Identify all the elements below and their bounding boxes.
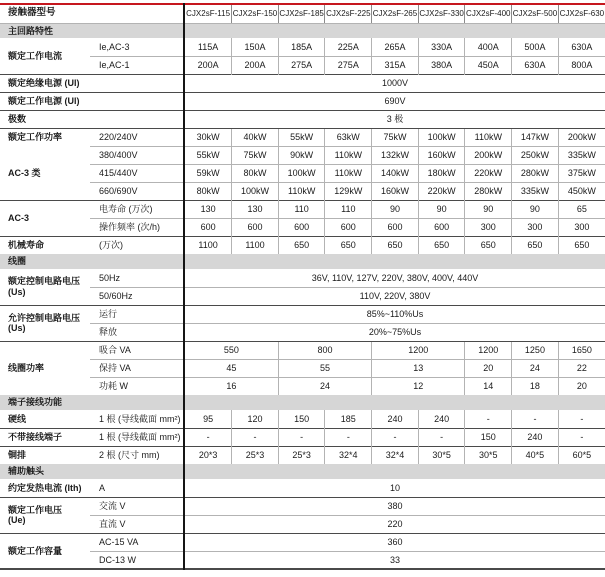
- sub-label: 吸合 VA: [90, 341, 185, 359]
- table-row: [0, 305, 605, 323]
- table-row: [0, 359, 605, 377]
- value-cell-span: 380: [185, 497, 605, 515]
- model-header: CJX2sF-400: [465, 4, 512, 23]
- value-cell: 90: [372, 200, 419, 218]
- value-cell: 55kW: [278, 128, 325, 146]
- value-cell: 90kW: [278, 146, 325, 164]
- value-cell: -: [558, 410, 605, 428]
- value-cell-span: 360: [185, 533, 605, 551]
- sub-label: 操作频率 (次/h): [90, 218, 185, 236]
- value-cell: 630A: [512, 56, 559, 74]
- table-row: [0, 236, 605, 254]
- value-cell: -: [512, 410, 559, 428]
- table-row: [0, 269, 605, 287]
- group-label: 铜排: [0, 446, 90, 464]
- value-cell: 335kW: [558, 146, 605, 164]
- value-cell: 280kW: [512, 164, 559, 182]
- value-cell: 240: [418, 410, 465, 428]
- spec-table: [0, 3, 605, 570]
- value-cell: 1650: [558, 341, 605, 359]
- value-cell: 650: [325, 236, 372, 254]
- group-label: 额定绝缘电源 (Ul): [0, 74, 185, 92]
- table-row: [0, 533, 605, 551]
- value-cell: 30*5: [418, 446, 465, 464]
- model-header: CJX2sF-115: [185, 4, 232, 23]
- value-cell: 600: [325, 218, 372, 236]
- section-header: 线圈: [0, 254, 605, 269]
- group-label-line: (Us): [8, 323, 26, 333]
- value-cell: 185: [325, 410, 372, 428]
- sub-label: 415/440V: [90, 164, 185, 182]
- value-cell: 24: [278, 377, 371, 395]
- value-cell: 100kW: [418, 128, 465, 146]
- value-cell: 650: [465, 236, 512, 254]
- sub-label: 660/690V: [90, 182, 185, 200]
- table-row: [0, 410, 605, 428]
- value-cell: 130: [185, 200, 232, 218]
- value-cell: 600: [418, 218, 465, 236]
- table-row: [0, 287, 605, 305]
- value-cell: 20: [465, 359, 512, 377]
- value-cell: 95: [203, 413, 214, 424]
- value-cell: 90: [465, 200, 512, 218]
- value-cell: 150: [465, 428, 512, 446]
- sub-label: 直流 V: [90, 515, 185, 533]
- group-label: 机械寿命: [0, 236, 90, 254]
- value-cell: 110kW: [278, 182, 325, 200]
- value-cell: 129kW: [325, 182, 372, 200]
- sub-label: 1 根 (导线截面 mm²): [99, 413, 181, 424]
- value-cell: 150A: [232, 38, 279, 56]
- value-cell: -: [558, 428, 605, 446]
- value-cell: 30kW: [185, 128, 232, 146]
- value-cell-span: 33: [185, 551, 605, 569]
- table-row: [0, 56, 605, 74]
- group-label: [0, 269, 90, 305]
- value-cell: 90: [418, 200, 465, 218]
- value-cell: 275A: [278, 56, 325, 74]
- value-cell-span: 110V, 220V, 380V: [185, 287, 605, 305]
- value-cell: -: [232, 428, 279, 446]
- value-cell: 650: [278, 236, 325, 254]
- table-row: [0, 341, 605, 359]
- value-cell: 550: [185, 341, 278, 359]
- value-cell: 22: [558, 359, 605, 377]
- sub-label: Ie,AC-1: [90, 56, 185, 74]
- table-row: [0, 182, 605, 200]
- table-body: [0, 23, 605, 569]
- value-cell: 12: [372, 377, 465, 395]
- value-cell: 800: [278, 341, 371, 359]
- table-row: [0, 92, 605, 110]
- table-row: [0, 551, 605, 569]
- sub-label: 保持 VA: [90, 359, 185, 377]
- value-cell: 80kW: [232, 164, 279, 182]
- value-cell: 132kW: [372, 146, 419, 164]
- table-row: [0, 74, 605, 92]
- group-label: [0, 497, 90, 533]
- table-row: [0, 164, 605, 182]
- value-cell: 600: [372, 218, 419, 236]
- value-cell-span: 220: [185, 515, 605, 533]
- value-cell: 110kW: [325, 146, 372, 164]
- value-cell: 200A: [185, 56, 232, 74]
- group-label: 线圈功率: [0, 341, 90, 395]
- sub-label: 运行: [90, 305, 185, 323]
- section-row: [0, 254, 605, 269]
- value-cell: 65: [558, 200, 605, 218]
- section-row: [0, 464, 605, 479]
- value-cell: 13: [372, 359, 465, 377]
- value-cell: 650: [512, 236, 559, 254]
- sub-label: Ie,AC-3: [99, 41, 130, 52]
- value-cell: 450A: [465, 56, 512, 74]
- value-cell: 315A: [372, 56, 419, 74]
- value-cell: 16: [185, 377, 278, 395]
- section-header: 端子接线功能: [0, 395, 605, 410]
- value-cell: 63kW: [325, 128, 372, 146]
- value-cell: 1200: [372, 341, 465, 359]
- value-cell: -: [465, 410, 512, 428]
- value-cell: 140kW: [372, 164, 419, 182]
- sub-label: 电寿命 (万次): [90, 200, 185, 218]
- table-row: [0, 146, 605, 164]
- value-cell: 110: [325, 200, 372, 218]
- table-row: [0, 497, 605, 515]
- value-cell: 265A: [372, 38, 419, 56]
- value-cell: 200A: [232, 56, 279, 74]
- section-header: 辅助触头: [0, 464, 605, 479]
- sub-label: 功耗 W: [90, 377, 185, 395]
- value-cell: 110: [278, 200, 325, 218]
- value-cell: 110kW: [325, 164, 372, 182]
- table-header: [0, 4, 605, 23]
- table-title-cell: 接触器型号: [0, 4, 185, 23]
- value-cell: 650: [558, 236, 605, 254]
- sub-label: 交流 V: [90, 497, 185, 515]
- group-label-line: AC-3 类: [8, 167, 41, 178]
- group-label: AC-3: [0, 200, 90, 236]
- group-label: 额定工作容量: [0, 533, 90, 569]
- value-cell: 160kW: [418, 146, 465, 164]
- value-cell: 90: [512, 200, 559, 218]
- value-cell: 115A: [197, 41, 219, 52]
- group-label-line: (Us): [8, 286, 26, 297]
- sub-label: AC-15 VA: [90, 533, 185, 551]
- value-cell: 375kW: [558, 164, 605, 182]
- value-cell: 1100: [185, 236, 232, 254]
- table-row: [0, 218, 605, 236]
- value-cell: 800A: [558, 56, 605, 74]
- value-cell: 450kW: [558, 182, 605, 200]
- value-cell: 380A: [418, 56, 465, 74]
- value-cell: 110kW: [465, 128, 512, 146]
- value-cell-span: 1000V: [185, 74, 605, 92]
- model-header: CJX2sF-330: [418, 4, 465, 23]
- value-cell: 80kW: [185, 182, 232, 200]
- value-cell: 55: [278, 359, 371, 377]
- value-cell: 630A: [558, 38, 605, 56]
- value-cell: 59kW: [185, 164, 232, 182]
- table-row: [0, 446, 605, 464]
- section-row: [0, 23, 605, 38]
- value-cell: 275A: [325, 56, 372, 74]
- sub-label: A: [99, 482, 106, 493]
- value-cell: -: [278, 428, 325, 446]
- sub-label: 220/240V: [90, 128, 185, 146]
- value-cell: 300: [558, 218, 605, 236]
- value-cell: 40*5: [512, 446, 559, 464]
- sub-label: 释放: [90, 323, 185, 341]
- value-cell: 1100: [232, 236, 279, 254]
- table-row: [0, 128, 605, 146]
- value-cell: 650: [372, 236, 419, 254]
- value-cell-span: 690V: [185, 92, 605, 110]
- value-cell: 30*5: [465, 446, 512, 464]
- value-cell: 55kW: [185, 146, 232, 164]
- table-row: [0, 479, 605, 497]
- group-label-line: (Ue): [8, 515, 26, 525]
- value-cell-span: 36V, 110V, 127V, 220V, 380V, 400V, 440V: [311, 272, 479, 283]
- value-cell: 200kW: [558, 128, 605, 146]
- table-row: [0, 377, 605, 395]
- value-cell: 40kW: [232, 128, 279, 146]
- value-cell: 20*3: [185, 446, 232, 464]
- group-label-line: 额定工作电压: [8, 504, 63, 515]
- value-cell: 45: [185, 359, 278, 377]
- group-label-line: 额定控制电路电压: [8, 276, 81, 287]
- group-label: [0, 128, 90, 200]
- value-cell: 600: [185, 218, 232, 236]
- group-label: 额定工作电源 (Ul): [0, 92, 185, 110]
- value-cell: 1200: [465, 341, 512, 359]
- model-header: CJX2sF-225: [325, 4, 372, 23]
- table-row: [0, 110, 605, 128]
- value-cell: 500A: [512, 38, 559, 56]
- value-cell: -: [372, 428, 419, 446]
- value-cell: 120: [232, 410, 279, 428]
- table-row: [0, 428, 605, 446]
- value-cell-span: 85%~110%Us: [185, 305, 605, 323]
- group-label-line: 允许控制电路电压: [8, 312, 81, 323]
- value-cell: 280kW: [465, 182, 512, 200]
- value-cell: 220kW: [418, 182, 465, 200]
- value-cell: 600: [278, 218, 325, 236]
- value-cell: 250kW: [512, 146, 559, 164]
- value-cell: 75kW: [372, 128, 419, 146]
- value-cell-span: 20%~75%Us: [185, 323, 605, 341]
- value-cell: 20: [558, 377, 605, 395]
- value-cell: 300: [465, 218, 512, 236]
- group-label-line: 额定工作功率: [8, 132, 63, 143]
- value-cell: 180kW: [418, 164, 465, 182]
- value-cell: -: [325, 428, 372, 446]
- model-header: CJX2sF-185: [278, 4, 325, 23]
- model-header: CJX2sF-630: [558, 4, 605, 23]
- table-row: [0, 200, 605, 218]
- value-cell: 225A: [325, 38, 372, 56]
- value-cell: 600: [232, 218, 279, 236]
- value-cell: 1250: [512, 341, 559, 359]
- value-cell: 330A: [418, 38, 465, 56]
- table-row: [0, 38, 605, 56]
- value-cell: 60*5: [558, 446, 605, 464]
- value-cell: 75kW: [232, 146, 279, 164]
- value-cell: 400A: [465, 38, 512, 56]
- sub-label: (万次): [90, 236, 185, 254]
- sub-label: 2 根 (尺寸 mm): [90, 446, 185, 464]
- value-cell: 24: [512, 359, 559, 377]
- value-cell: 147kW: [512, 128, 559, 146]
- group-label: [0, 305, 90, 341]
- table-row: [0, 323, 605, 341]
- section-row: [0, 395, 605, 410]
- section-header: 主回路特性: [0, 23, 605, 38]
- model-header: CJX2sF-150: [232, 4, 279, 23]
- sub-label: DC-13 W: [90, 551, 185, 569]
- value-cell: 240: [372, 410, 419, 428]
- group-label: 硬线: [8, 413, 27, 424]
- value-cell: 14: [465, 377, 512, 395]
- value-cell: -: [185, 428, 232, 446]
- value-cell: 130: [232, 200, 279, 218]
- sub-label: 50Hz: [99, 272, 121, 283]
- group-label: 不带接线端子: [0, 428, 90, 446]
- table-row: [0, 515, 605, 533]
- value-cell: -: [418, 428, 465, 446]
- value-cell: 25*3: [232, 446, 279, 464]
- value-cell: 335kW: [512, 182, 559, 200]
- sub-label: 380/400V: [90, 146, 185, 164]
- model-header-row: [0, 4, 605, 23]
- value-cell: 32*4: [325, 446, 372, 464]
- value-cell: 25*3: [278, 446, 325, 464]
- value-cell: 100kW: [232, 182, 279, 200]
- value-cell: 300: [512, 218, 559, 236]
- value-cell: 200kW: [465, 146, 512, 164]
- value-cell: 650: [418, 236, 465, 254]
- group-label: 额定工作电流: [8, 50, 63, 61]
- value-cell: 160kW: [372, 182, 419, 200]
- sub-label: 1 根 (导线截面 mm²): [90, 428, 185, 446]
- value-cell-span: 3 极: [185, 110, 605, 128]
- group-label: 约定发热电流 (Ith): [8, 482, 82, 493]
- value-cell: 150: [278, 410, 325, 428]
- group-label: 极数: [0, 110, 185, 128]
- model-header: CJX2sF-265: [372, 4, 419, 23]
- column-divider-line: [183, 3, 185, 570]
- value-cell-span: 10: [390, 482, 401, 493]
- value-cell: 185A: [278, 38, 325, 56]
- value-cell: 240: [512, 428, 559, 446]
- value-cell: 220kW: [465, 164, 512, 182]
- value-cell: 32*4: [372, 446, 419, 464]
- sub-label: 50/60Hz: [90, 287, 185, 305]
- value-cell: 18: [512, 377, 559, 395]
- value-cell: 100kW: [278, 164, 325, 182]
- model-header: CJX2sF-500: [512, 4, 559, 23]
